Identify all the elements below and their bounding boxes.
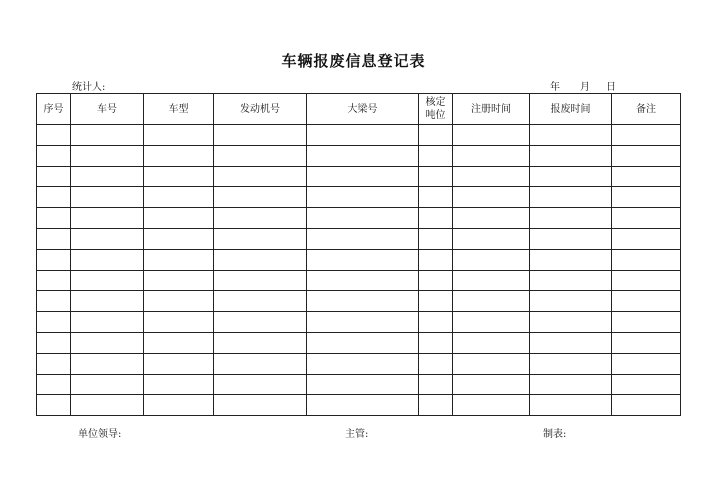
table-cell[interactable] <box>419 145 453 166</box>
table-cell[interactable] <box>530 228 612 249</box>
table-cell[interactable] <box>612 291 681 312</box>
table-cell[interactable] <box>530 312 612 333</box>
table-cell[interactable] <box>71 125 144 146</box>
form-title: 车辆报废信息登记表 <box>281 52 426 70</box>
table-cell[interactable] <box>214 166 307 187</box>
table-cell[interactable] <box>612 395 681 416</box>
table-cell[interactable] <box>144 332 214 353</box>
col-engine-number: 发动机号 <box>214 94 307 125</box>
table-cell[interactable] <box>144 145 214 166</box>
unit-leader-label: 单位领导: <box>78 429 122 440</box>
table-cell[interactable] <box>453 145 530 166</box>
col-scrap-date: 报废时间 <box>530 94 612 125</box>
table-cell[interactable] <box>144 166 214 187</box>
table-cell[interactable] <box>419 249 453 270</box>
table-cell[interactable] <box>612 208 681 229</box>
table-cell[interactable] <box>530 332 612 353</box>
register-table <box>36 93 681 416</box>
table-cell[interactable] <box>144 312 214 333</box>
table-cell[interactable] <box>419 228 453 249</box>
col-plate-number: 车号 <box>71 94 144 125</box>
table-cell[interactable] <box>307 291 419 312</box>
table-cell[interactable] <box>37 125 71 146</box>
table-cell[interactable] <box>612 332 681 353</box>
table-cell[interactable] <box>530 395 612 416</box>
table-cell[interactable] <box>71 353 144 374</box>
table-cell[interactable] <box>214 374 307 395</box>
table-cell[interactable] <box>530 208 612 229</box>
table-cell[interactable] <box>419 187 453 208</box>
table-cell[interactable] <box>307 208 419 229</box>
supervisor-label: 主管: <box>345 429 369 440</box>
table-cell[interactable] <box>530 187 612 208</box>
table-cell[interactable] <box>37 208 71 229</box>
table-cell[interactable] <box>530 374 612 395</box>
table-cell[interactable] <box>612 312 681 333</box>
table-cell[interactable] <box>71 374 144 395</box>
table-cell[interactable] <box>453 353 530 374</box>
table-cell[interactable] <box>37 312 71 333</box>
table-cell[interactable] <box>307 187 419 208</box>
table-row <box>37 187 681 208</box>
table-cell[interactable] <box>419 166 453 187</box>
table-cell[interactable] <box>419 332 453 353</box>
table-cell[interactable] <box>419 395 453 416</box>
table-cell[interactable] <box>530 270 612 291</box>
table-cell[interactable] <box>307 270 419 291</box>
table-cell[interactable] <box>453 166 530 187</box>
col-serial: 序号 <box>37 94 71 125</box>
day-label: 日 <box>606 82 616 93</box>
table-cell[interactable] <box>307 228 419 249</box>
table-cell[interactable] <box>453 312 530 333</box>
table-cell[interactable] <box>37 166 71 187</box>
table-row <box>37 270 681 291</box>
table-cell[interactable] <box>307 166 419 187</box>
table-cell[interactable] <box>307 125 419 146</box>
table-cell[interactable] <box>37 353 71 374</box>
table-cell[interactable] <box>214 332 307 353</box>
table-cell[interactable] <box>419 125 453 146</box>
table-cell[interactable] <box>214 291 307 312</box>
table-row <box>37 312 681 333</box>
table-cell[interactable] <box>612 145 681 166</box>
table-cell[interactable] <box>37 374 71 395</box>
table-cell[interactable] <box>144 353 214 374</box>
table-cell[interactable] <box>37 145 71 166</box>
table-cell[interactable] <box>612 187 681 208</box>
table-cell[interactable] <box>307 353 419 374</box>
date-line <box>550 78 616 93</box>
table-cell[interactable] <box>71 208 144 229</box>
table-cell[interactable] <box>144 249 214 270</box>
col-vehicle-model: 车型 <box>144 94 214 125</box>
col-remarks: 备注 <box>612 94 681 125</box>
table-cell[interactable] <box>214 270 307 291</box>
table-row <box>37 145 681 166</box>
table-cell[interactable] <box>144 208 214 229</box>
col-rated-tonnage: 核定 吨位 <box>419 94 453 125</box>
table-cell[interactable] <box>144 187 214 208</box>
table-cell[interactable] <box>419 374 453 395</box>
col-registration-date: 注册时间 <box>453 94 530 125</box>
table-cell[interactable] <box>37 291 71 312</box>
table-cell[interactable] <box>530 166 612 187</box>
table-cell[interactable] <box>307 395 419 416</box>
table-cell[interactable] <box>214 145 307 166</box>
table-cell[interactable] <box>453 374 530 395</box>
table-cell[interactable] <box>37 249 71 270</box>
table-cell[interactable] <box>530 353 612 374</box>
table-cell[interactable] <box>214 249 307 270</box>
table-row <box>37 166 681 187</box>
table-cell[interactable] <box>419 270 453 291</box>
table-cell[interactable] <box>612 125 681 146</box>
table-row <box>37 208 681 229</box>
table-cell[interactable] <box>71 145 144 166</box>
table-cell[interactable] <box>453 125 530 146</box>
table-cell[interactable] <box>37 228 71 249</box>
table-cell[interactable] <box>214 312 307 333</box>
table-cell[interactable] <box>37 332 71 353</box>
table-cell[interactable] <box>307 332 419 353</box>
table-cell[interactable] <box>419 208 453 229</box>
table-cell[interactable] <box>71 291 144 312</box>
table-cell[interactable] <box>307 374 419 395</box>
table-cell[interactable] <box>612 353 681 374</box>
table-cell[interactable] <box>612 228 681 249</box>
table-cell[interactable] <box>37 395 71 416</box>
table-cell[interactable] <box>144 125 214 146</box>
table-cell[interactable] <box>144 270 214 291</box>
table-cell[interactable] <box>71 187 144 208</box>
table-cell[interactable] <box>612 166 681 187</box>
table-cell[interactable] <box>612 270 681 291</box>
table-cell[interactable] <box>419 312 453 333</box>
table-cell[interactable] <box>307 145 419 166</box>
table-cell[interactable] <box>453 187 530 208</box>
table-body <box>37 125 681 416</box>
table-row <box>37 353 681 374</box>
table-cell[interactable] <box>71 228 144 249</box>
table-cell[interactable] <box>214 395 307 416</box>
statistician-label: 统计人: <box>72 82 106 93</box>
table-cell[interactable] <box>453 208 530 229</box>
table-cell[interactable] <box>71 312 144 333</box>
table-cell[interactable] <box>144 374 214 395</box>
table-cell[interactable] <box>419 291 453 312</box>
table-cell[interactable] <box>144 291 214 312</box>
table-cell[interactable] <box>37 187 71 208</box>
table-row <box>37 374 681 395</box>
table-row <box>37 249 681 270</box>
header-row <box>37 94 681 125</box>
table-row <box>37 228 681 249</box>
table-cell[interactable] <box>453 270 530 291</box>
table-cell[interactable] <box>612 374 681 395</box>
table-row <box>37 291 681 312</box>
preparer-label: 制表: <box>543 429 567 440</box>
year-label: 年 <box>550 82 560 93</box>
col-frame-number: 大梁号 <box>307 94 419 125</box>
table-cell[interactable] <box>530 125 612 146</box>
table-cell[interactable] <box>307 249 419 270</box>
table-row <box>37 332 681 353</box>
table-cell[interactable] <box>144 228 214 249</box>
table-cell[interactable] <box>37 270 71 291</box>
table-cell[interactable] <box>214 353 307 374</box>
table-cell[interactable] <box>530 249 612 270</box>
table-cell[interactable] <box>453 332 530 353</box>
month-label: 月 <box>580 82 590 93</box>
table-cell[interactable] <box>71 249 144 270</box>
table-cell[interactable] <box>453 249 530 270</box>
table-cell[interactable] <box>214 125 307 146</box>
table-row <box>37 125 681 146</box>
table-cell[interactable] <box>530 291 612 312</box>
table-cell[interactable] <box>612 249 681 270</box>
table-row <box>37 395 681 416</box>
table-cell[interactable] <box>214 187 307 208</box>
table-cell[interactable] <box>453 228 530 249</box>
table-cell[interactable] <box>453 291 530 312</box>
table-cell[interactable] <box>419 353 453 374</box>
table-cell[interactable] <box>71 332 144 353</box>
table-cell[interactable] <box>214 208 307 229</box>
table-cell[interactable] <box>71 270 144 291</box>
table-cell[interactable] <box>144 395 214 416</box>
table-cell[interactable] <box>453 395 530 416</box>
table-cell[interactable] <box>530 145 612 166</box>
table-cell[interactable] <box>307 312 419 333</box>
table-cell[interactable] <box>214 228 307 249</box>
table-cell[interactable] <box>71 395 144 416</box>
table-cell[interactable] <box>71 166 144 187</box>
